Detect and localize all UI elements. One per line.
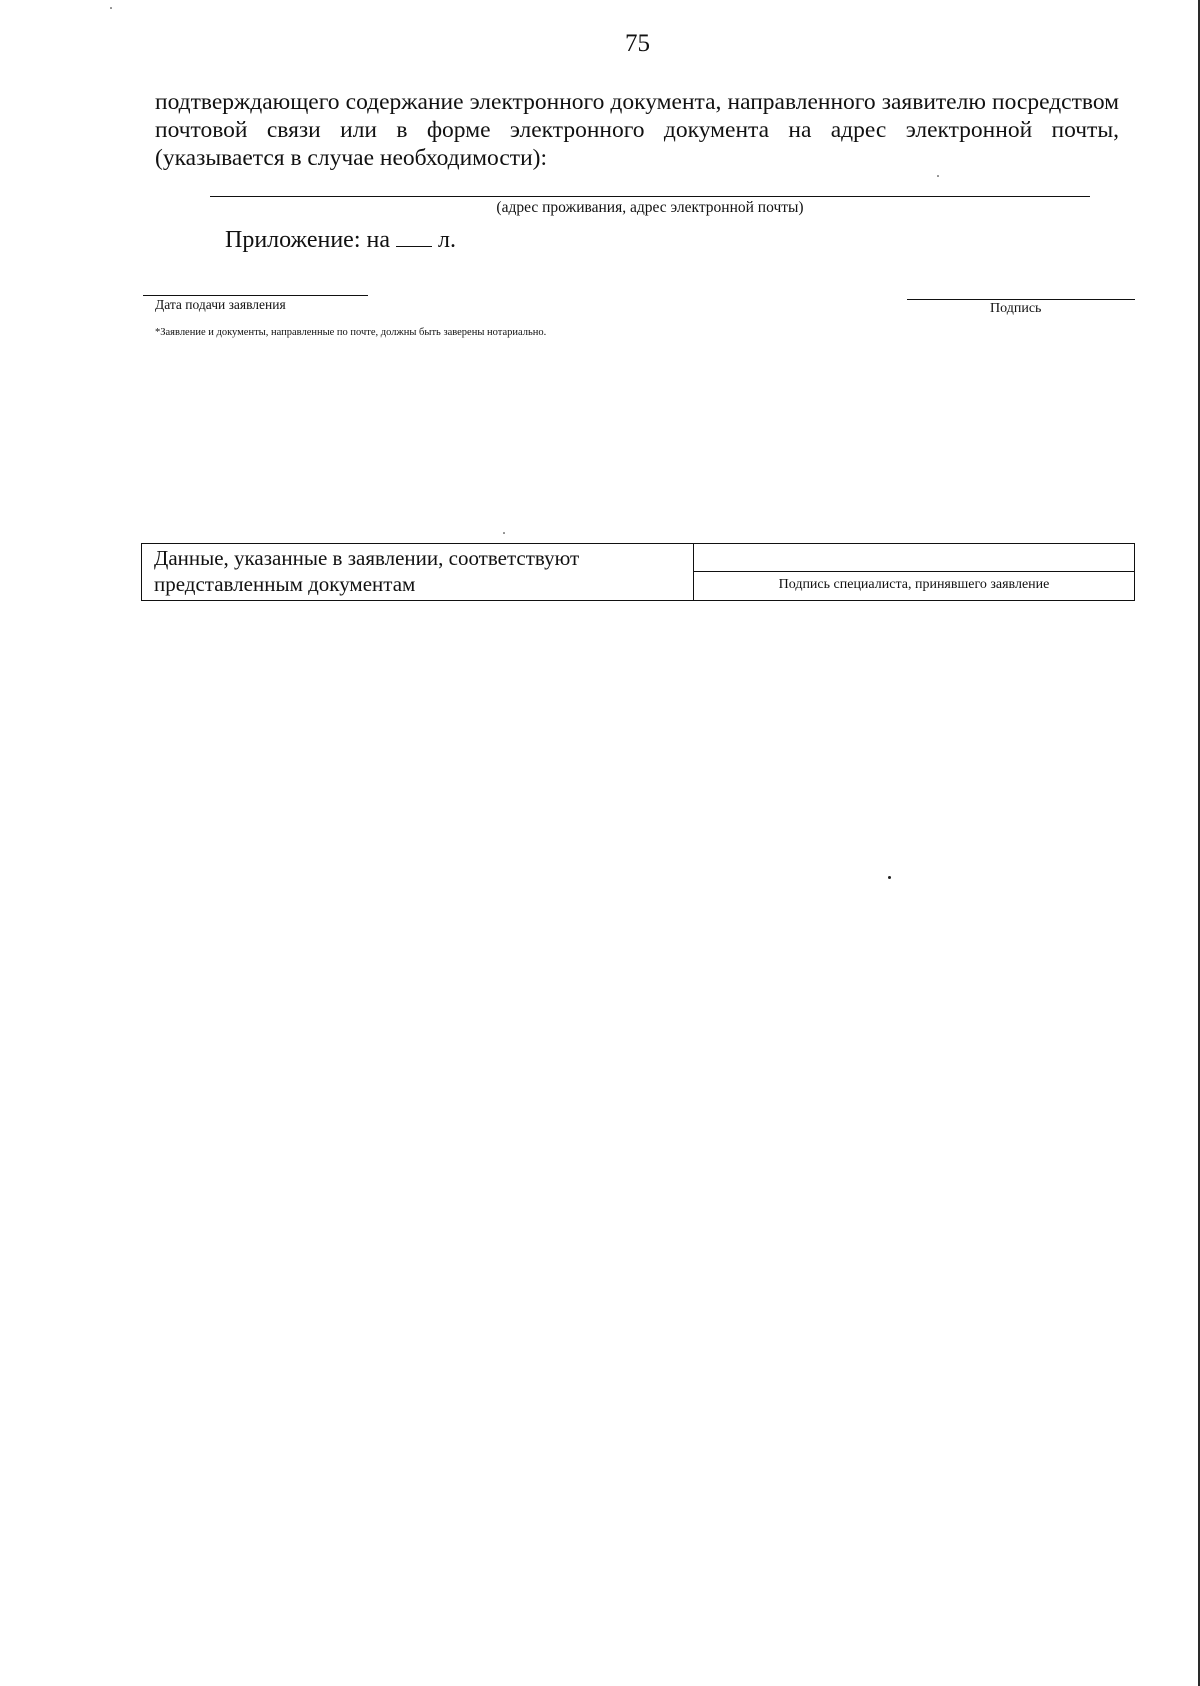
signature-caption: Подпись [990,301,1042,316]
address-underline [210,196,1090,197]
date-underline [143,295,368,296]
attachment-prefix: Приложение: на [225,227,390,253]
attachment-suffix: л. [437,227,456,253]
footnote: *Заявление и документы, направленные по почте, должны быть заверены нотариально. [155,327,547,338]
scan-speck [937,175,939,177]
specialist-signature-cell [694,544,1134,600]
verification-statement [142,544,694,600]
verification-table [141,543,1135,601]
specialist-signature-caption: Подпись специалиста, принявшего заявление [778,577,1050,592]
signature-underline [907,299,1135,300]
verification-statement-line1: Данные, указанные в заявлении, соответствуют [154,546,580,570]
page-number: 75 [625,30,650,57]
attachment-line [225,227,456,254]
attachment-pages-blank [396,228,432,247]
address-caption: (адрес проживания, адрес электронной почты) [496,199,804,216]
specialist-signature-field [694,544,1134,572]
scan-speck [110,7,112,9]
date-caption: Дата подачи заявления [155,297,286,312]
scan-speck [503,532,505,534]
body-paragraph: подтверждающего содержание электронного документа, направленного заявителю посредством почтовой связи или в форме электронного документа на адрес электронной почты, (указывается в случае необходимости): [155,89,1119,171]
verification-statement-line2: представленным документам [154,572,416,596]
scan-speck [888,876,891,879]
